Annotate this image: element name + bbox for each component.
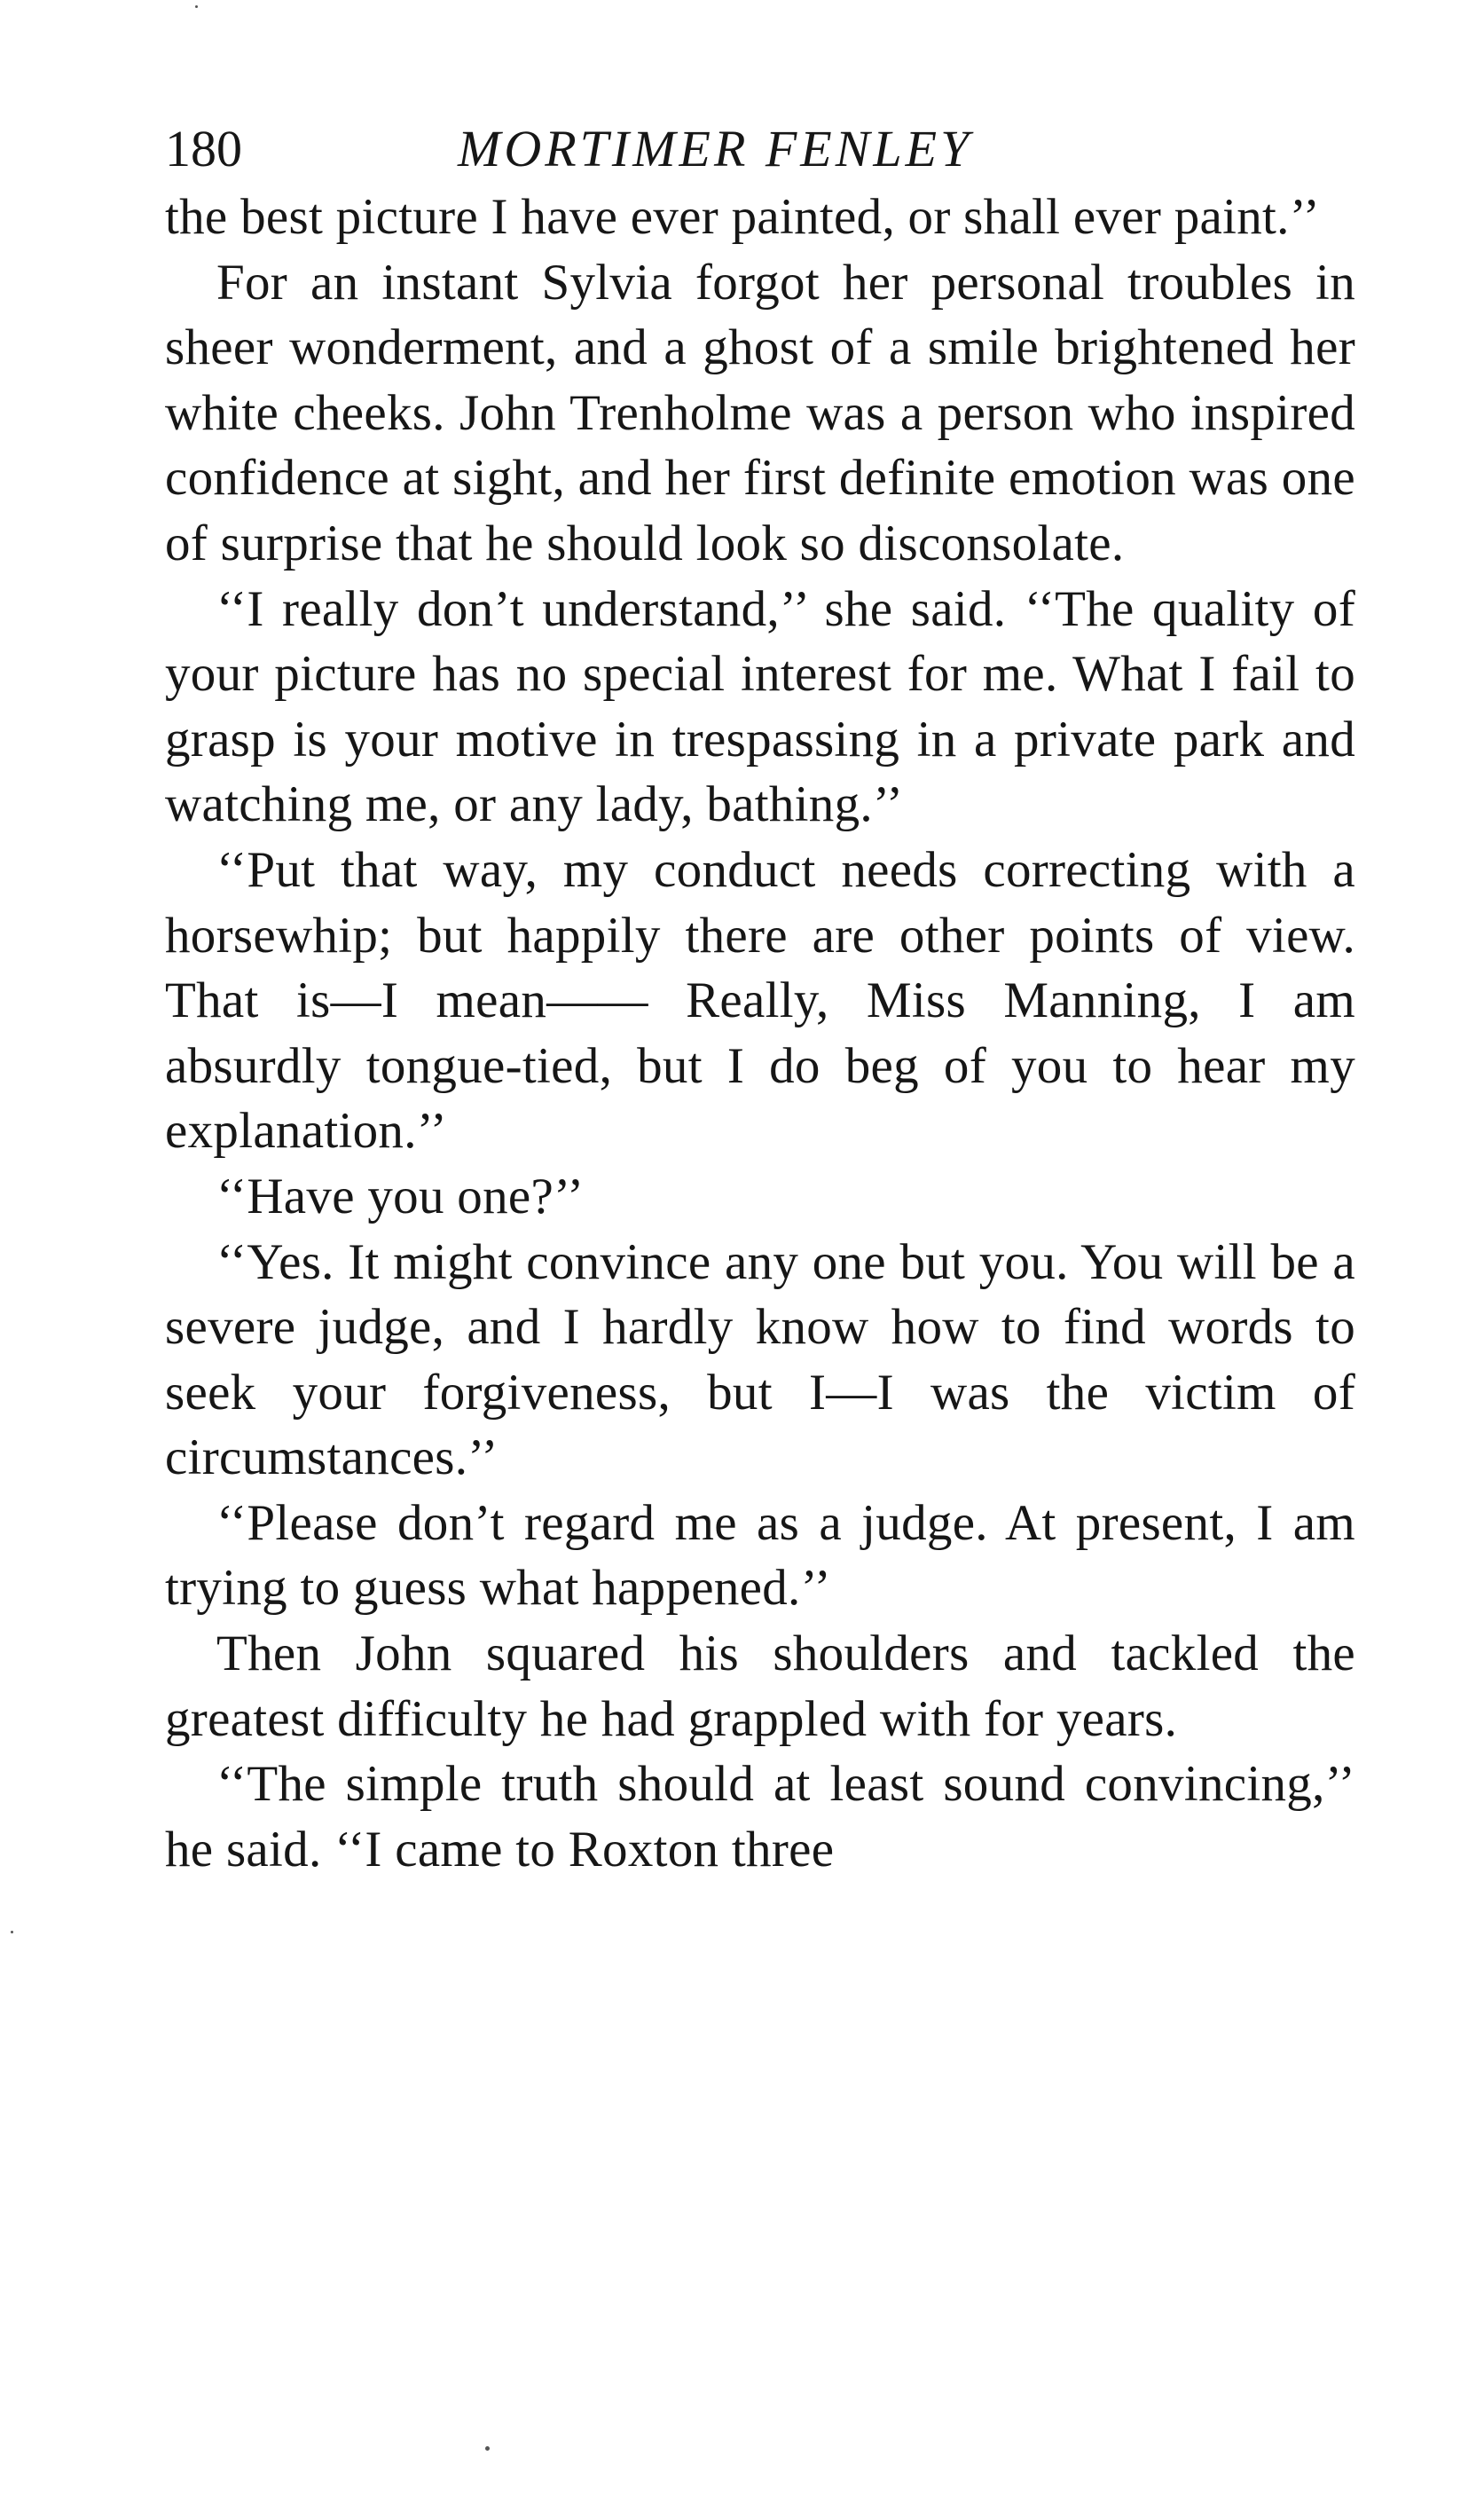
paper-speck bbox=[195, 5, 198, 8]
paragraph: ‘‘Yes. It might convince any one but you. You will be a severe judge, and I hardly know how to find words to seek your forgiveness, but I—I was the victim of circumstances.’’ bbox=[165, 1233, 1355, 1486]
paragraph: ‘‘The simple truth should at least sound convincing,’’ he said. ‘‘I came to Roxton three bbox=[165, 1756, 1355, 1877]
paper-speck bbox=[11, 1931, 13, 1933]
paragraph: Then John squared his shoulders and tackled the greatest difficulty he had grappled with for years. bbox=[165, 1626, 1355, 1747]
running-title: MORTIMER FENLEY bbox=[458, 120, 973, 177]
paragraph: the best picture I have ever painted, or shall ever paint.’’ bbox=[165, 189, 1321, 245]
paragraph: ‘‘Have you one?’’ bbox=[216, 1168, 585, 1224]
body-text bbox=[165, 185, 1355, 1882]
paragraph: ‘‘Put that way, my conduct needs correcting with a horsewhip; but happily there are other points of view. That is—I mean—— Really, Miss Manning, I am absurdly tongue-tied, but I do beg of you to hear my explanation.’’ bbox=[165, 841, 1355, 1160]
page-number: 180 bbox=[165, 120, 242, 177]
paper-speck bbox=[485, 2446, 490, 2451]
paragraph: For an instant Sylvia forgot her personal troubles in sheer wonderment, and a ghost of a smile brightened her white cheeks. John Trenholme was a person who inspired confidence at sight, and her first definite emotion was one of surprise that he should look so disconsolate. bbox=[165, 254, 1355, 571]
paragraph: ‘‘I really don’t understand,’’ she said. ‘‘The quality of your picture has no special interest for me. What I fail to grasp is your motive in trespassing in a private park and watching me, or any lady, bathing.’’ bbox=[165, 580, 1355, 833]
paragraph: ‘‘Please don’t regard me as a judge. At present, I am trying to guess what happened.’’ bbox=[165, 1494, 1355, 1617]
book-page bbox=[165, 114, 1355, 1882]
running-head bbox=[165, 114, 1355, 185]
